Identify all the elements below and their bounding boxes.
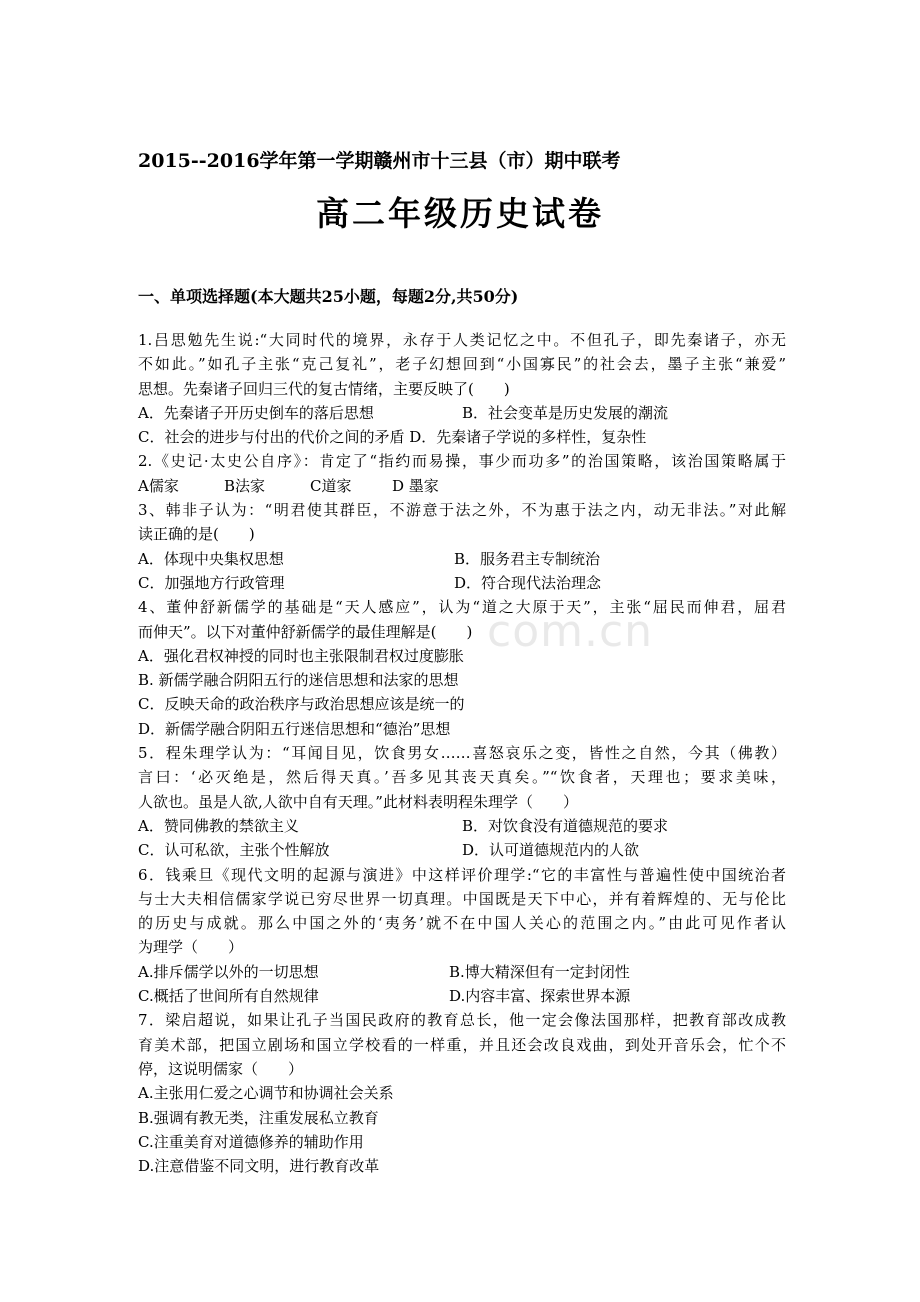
question-7 [138, 1008, 786, 1178]
option-a[interactable]: A．强化君权神授的同时也主张限制君权过度膨胀 [138, 646, 464, 665]
question-5 [138, 741, 786, 862]
option-b[interactable]: B．服务君主专制统治 [454, 549, 601, 568]
option-d[interactable]: D.内容丰富、探索世界本源 [449, 987, 631, 1006]
option-b[interactable]: B．社会变革是历史发展的潮流 [462, 403, 669, 422]
option-row [138, 960, 786, 984]
option-d[interactable]: D．符合现代法治理念 [454, 573, 602, 592]
option-d[interactable]: D．认可道德规范内的人欲 [462, 841, 640, 860]
question-stem-line: 而伸天”。以下对董仲舒新儒学的最佳理解是( ) [138, 622, 473, 641]
question-stem-line: 人欲也。虽是人欲,人欲中自有天理。”此材料表明程朱理学（ ） [138, 792, 578, 811]
option-row [138, 571, 786, 595]
question-stem-line: 与士大夫相信儒家学说已穷尽世界一切真理。中国既是天下中心，并有着辉煌的、无与伦比 [138, 889, 786, 908]
question-stem-line: 1.吕思勉先生说:“大同时代的境界，永存于人类记忆之中。不但孔子，即先秦诸子，亦无 [138, 331, 786, 349]
option-row [138, 814, 786, 838]
question-stem-line: 4、董仲舒新儒学的基础是“天人感应”，认为“道之大原于天”，主张“屈民而伸君，屈君 [138, 598, 786, 617]
option-d[interactable]: D 墨家 [392, 476, 439, 495]
question-4 [138, 595, 786, 741]
question-stem-line: 2.《史记·太史公自序》：肯定了“指约而易操，事少而功多”的治国策略，该治国策略属于 [138, 452, 786, 471]
option-a[interactable]: A．赞同佛教的禁欲主义 [138, 816, 299, 835]
question-stem-line: 育美术部，把国立剧场和国立学校看的一样重，并且还会改良戏曲，到处开音乐会，忙个不 [138, 1035, 786, 1054]
question-stem-line: 言曰：‘必灭绝是，然后得天真。’吾多见其丧天真矣。”“饮食者，天理也；要求美味， [138, 768, 786, 787]
question-stem-line: 思想。先秦诸子回归三代的复古情绪，主要反映了( ) [138, 379, 510, 398]
option-c[interactable]: C.注重美育对道德修养的辅助作用 [138, 1132, 364, 1151]
option-row [138, 474, 786, 498]
option-c[interactable]: C．认可私欲，主张个性解放 [138, 841, 330, 860]
option-c[interactable]: C道家 [310, 476, 352, 495]
option-a[interactable]: A.主张用仁爱之心调节和协调社会关系 [138, 1084, 394, 1103]
question-2 [138, 449, 786, 498]
option-row [138, 547, 786, 571]
question-stem-line: 6．钱乘旦《现代文明的起源与演进》中这样评价理学:“它的丰富性与普遍性使中国统治者 [138, 865, 786, 884]
exam-subtitle: 2015--2016学年第一学期赣州市十三县（市）期中联考 [138, 150, 621, 172]
question-stem-line: 7．梁启超说，如果让孔子当国民政府的教育总长，他一定会像法国那样，把教育部改成教 [138, 1011, 786, 1030]
question-stem-line: 不如此。”如孔子主张“克己复礼”，老子幻想回到“小国寡民”的社会去，墨子主张“兼爱” [138, 355, 786, 374]
option-c[interactable]: C.概括了世间所有自然规律 [138, 987, 319, 1006]
option-b[interactable]: B. 新儒学融合阴阳五行的迷信思想和法家的思想 [138, 671, 459, 690]
option-d[interactable]: D.注意借鉴不同文明，进行教育改革 [138, 1157, 380, 1176]
question-stem-line: 的历史与成就。那么中国之外的‘夷务’就不在中国人关心的范围之内。”由此可见作者认 [138, 914, 786, 933]
option-a[interactable]: A儒家 [138, 476, 179, 495]
exam-title: 高二年级历史试卷 [316, 194, 604, 233]
option-b[interactable]: B.强调有教无类，注重发展私立教育 [138, 1108, 379, 1127]
question-1 [138, 328, 786, 449]
option-c[interactable]: C．反映天命的政治秩序与政治思想应该是统一的 [138, 695, 465, 714]
question-stem-line: 5．程朱理学认为：“耳闻目见，饮食男女……喜怒哀乐之变，皆性之自然，今其（佛教） [138, 744, 786, 763]
question-stem-line: 3、韩非子认为：“明君使其群臣，不游意于法之外，不为惠于法之内，动无非法。”对此解 [138, 501, 786, 520]
option-a[interactable]: A.排斥儒学以外的一切思想 [138, 962, 319, 981]
option-b[interactable]: B.博大精深但有一定封闭性 [449, 962, 630, 981]
option-a[interactable]: A．先秦诸子开历史倒车的落后思想 [138, 403, 374, 422]
section-heading: 一、单项选择题(本大题共25小题，每题2分,共50分) [138, 287, 519, 306]
option-b[interactable]: B法家 [224, 476, 266, 495]
question-stem-line: 读正确的是( ) [138, 525, 255, 544]
watermark-text: com.cn [487, 606, 654, 657]
option-row [138, 838, 786, 862]
option-row [138, 401, 786, 425]
option-c[interactable]: C．加强地方行政管理 [138, 573, 285, 592]
option-b[interactable]: B．对饮食没有道德规范的要求 [462, 816, 669, 835]
question-stem-line: 为理学（ ） [138, 938, 244, 957]
question-3 [138, 498, 786, 595]
questions-body [138, 328, 786, 1178]
option-row [138, 984, 786, 1008]
option-cd[interactable]: C．社会的进步与付出的代价之间的矛盾 D．先秦诸子学说的多样性，复杂性 [138, 428, 647, 447]
option-d[interactable]: D．新儒学融合阴阳五行迷信思想和“德治”思想 [138, 719, 451, 738]
question-stem-line: 停，这说明儒家（ ） [138, 1059, 304, 1078]
question-6 [138, 863, 786, 1009]
option-a[interactable]: A．体现中央集权思想 [138, 549, 284, 568]
